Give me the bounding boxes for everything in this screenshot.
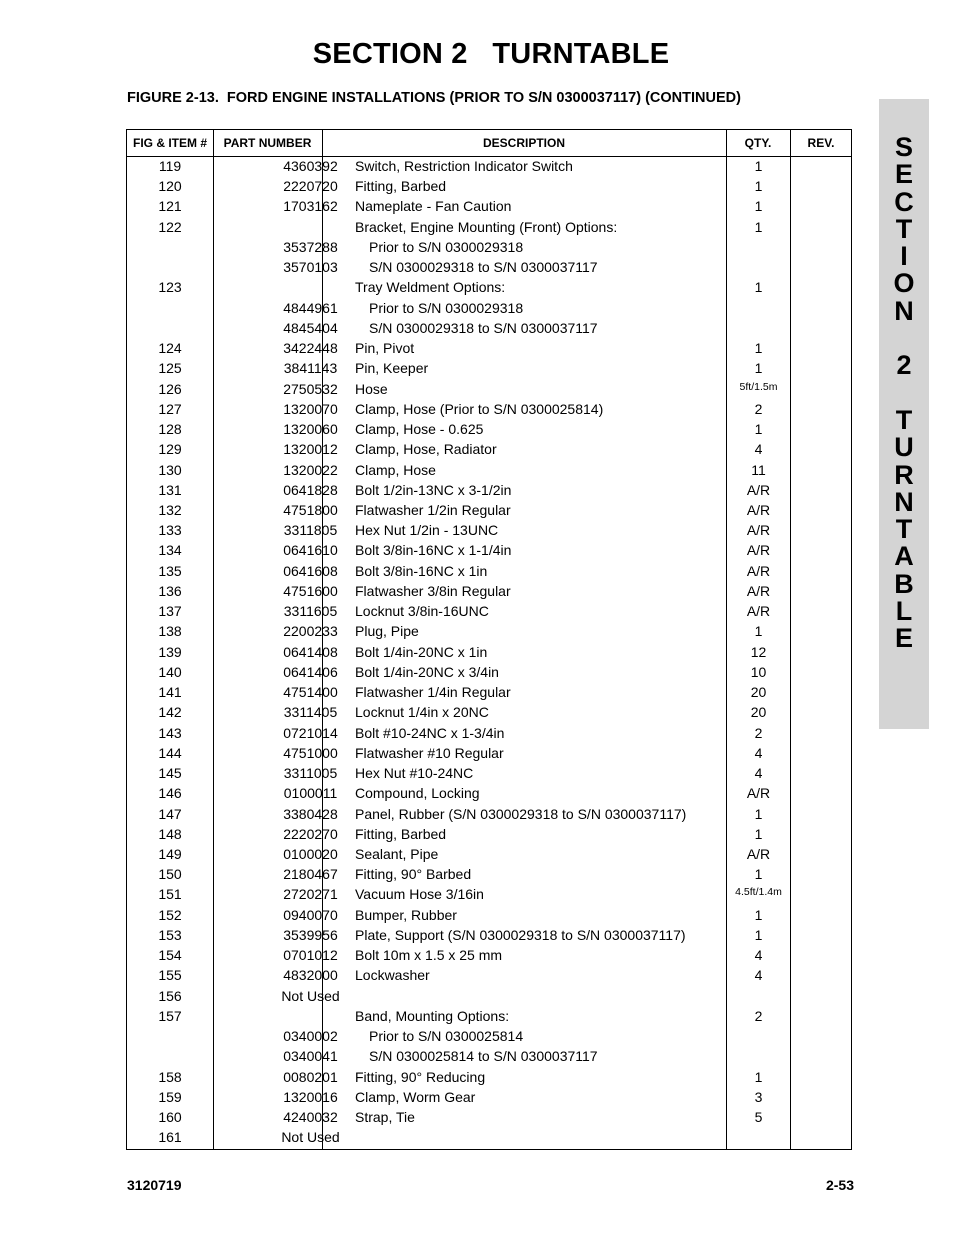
table-row [127, 257, 851, 277]
quantity-cell: 1 [754, 360, 763, 377]
quantity-cell: 12 [750, 643, 767, 660]
part-number-cell: 0701012 [283, 947, 338, 964]
page-number: 2-53 [825, 1177, 854, 1193]
item-number-cell: 148 [158, 825, 182, 842]
table-row [127, 399, 851, 419]
table-row [127, 298, 851, 318]
quantity-cell: 20 [750, 684, 767, 701]
description-cell: Locknut 3/8in-16UNC [355, 603, 489, 620]
part-number-cell: 0641608 [283, 562, 338, 579]
part-number-cell: 0641408 [283, 643, 338, 660]
table-row [127, 196, 851, 216]
quantity-cell: 1 [754, 198, 763, 215]
item-number-cell: 146 [158, 785, 182, 802]
description-cell: Locknut 1/4in x 20NC [355, 704, 489, 721]
quantity-cell: 2 [754, 400, 763, 417]
table-row [127, 662, 851, 682]
quantity-cell: 4.5ft/1.4m [735, 886, 782, 899]
table-row [127, 601, 851, 621]
header-part-number: PART NUMBER [223, 136, 312, 150]
section-title: SECTION 2 TURNTABLE [312, 38, 670, 70]
part-number-cell: 1320022 [283, 461, 338, 478]
item-number-cell: 153 [158, 926, 182, 943]
description-cell: Bolt 3/8in-16NC x 1-1/4in [355, 542, 512, 559]
description-cell: Fitting, Barbed [355, 178, 447, 195]
side-tab-letter: C [894, 186, 914, 217]
description-cell: Fitting, 90° Barbed [355, 866, 472, 883]
table-row [127, 460, 851, 480]
item-number-cell [127, 1026, 213, 1046]
table-row [127, 763, 851, 783]
quantity-cell: 1 [754, 866, 763, 883]
item-number-cell: 154 [158, 947, 182, 964]
header-fig-item: FIG & ITEM # [132, 136, 207, 150]
quantity-cell [727, 986, 790, 1006]
side-tab-letter: N [894, 486, 914, 517]
table-row [127, 804, 851, 824]
description-cell: Clamp, Hose (Prior to S/N 0300025814) [355, 400, 604, 417]
quantity-cell: 1 [754, 218, 763, 235]
quantity-cell: 4 [754, 947, 763, 964]
part-number-cell: 3311405 [283, 704, 338, 721]
description-cell: Flatwasher 1/4in Regular [355, 684, 511, 701]
side-tab-letter: N [894, 295, 914, 326]
part-number-cell: 1320070 [283, 400, 338, 417]
part-number-cell: 3539956 [283, 926, 338, 943]
part-number-cell: 4832000 [283, 967, 338, 984]
quantity-cell: 5ft/1.5m [739, 380, 778, 393]
table-row [127, 500, 851, 520]
description-cell: Vacuum Hose 3/16in [355, 886, 484, 903]
table-row [127, 318, 851, 338]
side-tab-letter: U [894, 432, 914, 463]
description-cell: Flatwasher #10 Regular [355, 744, 504, 761]
description-cell: Band, Mounting Options: [355, 1007, 510, 1024]
part-number-cell: 2200233 [283, 623, 338, 640]
item-number-cell: 149 [158, 845, 182, 862]
item-number-cell: 155 [158, 967, 182, 984]
quantity-cell: A/R [746, 845, 771, 862]
item-number-cell: 159 [158, 1088, 182, 1105]
part-number-cell: 0641828 [283, 481, 338, 498]
table-row [127, 986, 851, 1006]
quantity-cell: A/R [746, 501, 771, 518]
quantity-cell: 1 [754, 1068, 763, 1085]
part-number-cell: 0721014 [283, 724, 338, 741]
quantity-cell [727, 1127, 790, 1147]
quantity-cell: 4 [754, 765, 763, 782]
item-number-cell: 131 [158, 481, 182, 498]
quantity-cell: A/R [746, 582, 771, 599]
description-cell: Prior to S/N 0300025814 [369, 1028, 524, 1045]
side-tab-letter: T [895, 404, 913, 435]
table-row [127, 439, 851, 459]
part-number-cell: 1320060 [283, 421, 338, 438]
quantity-cell: 1 [754, 906, 763, 923]
item-number-cell: 133 [158, 522, 182, 539]
quantity-cell: 3 [754, 1088, 763, 1105]
table-row [127, 358, 851, 378]
parts-table [126, 129, 852, 1150]
table-row [127, 945, 851, 965]
part-number-cell: 1703162 [283, 198, 338, 215]
item-number-cell: 160 [158, 1109, 182, 1126]
quantity-cell [727, 318, 790, 338]
item-number-cell: 138 [158, 623, 182, 640]
part-number-cell: 0100011 [283, 785, 338, 802]
item-number-cell: 124 [158, 340, 182, 357]
item-number-cell: 144 [158, 744, 182, 761]
description-cell: Prior to S/N 0300029318 [369, 238, 524, 255]
table-row [127, 379, 851, 399]
item-number-cell: 122 [158, 218, 182, 235]
table-row [127, 237, 851, 257]
part-number-cell: 3570103 [283, 259, 338, 276]
item-number-cell [127, 298, 213, 318]
part-number-cell: 3841143 [283, 360, 338, 377]
quantity-cell: 11 [751, 461, 766, 478]
quantity-cell: A/R [746, 785, 771, 802]
side-tab-letter: T [895, 213, 913, 244]
table-row [127, 156, 851, 176]
part-number-cell: 0940070 [283, 906, 338, 923]
part-number-cell: Not Used [281, 987, 340, 1004]
description-cell [355, 986, 725, 1006]
item-number-cell: 127 [158, 400, 182, 417]
quantity-cell [727, 257, 790, 277]
description-cell: Clamp, Worm Gear [355, 1088, 476, 1105]
quantity-cell [727, 1046, 790, 1066]
table-row [127, 1087, 851, 1107]
description-cell: Flatwasher 1/2in Regular [355, 501, 511, 518]
table-row [127, 540, 851, 560]
section-side-tab [879, 99, 929, 729]
quantity-cell: 5 [754, 1109, 763, 1126]
part-number-cell: 4751400 [283, 684, 338, 701]
description-cell: Bolt 3/8in-16NC x 1in [355, 562, 488, 579]
part-number-cell: 2220270 [283, 825, 338, 842]
quantity-cell: A/R [746, 481, 771, 498]
quantity-cell: 1 [754, 279, 763, 296]
description-cell: Hose [355, 380, 388, 397]
description-cell: Lockwasher [355, 967, 430, 984]
part-number-cell: 0340041 [283, 1048, 338, 1065]
quantity-cell: 1 [754, 158, 763, 174]
header-rev: REV. [807, 136, 835, 150]
item-number-cell: 125 [158, 360, 182, 377]
quantity-cell [727, 298, 790, 318]
item-number-cell: 140 [158, 663, 182, 680]
header-qty: QTY. [744, 136, 772, 150]
description-cell: Bolt 1/4in-20NC x 3/4in [355, 663, 499, 680]
table-row [127, 277, 851, 297]
item-number-cell [127, 1046, 213, 1066]
quantity-cell: 20 [750, 704, 767, 721]
item-number-cell: 137 [158, 603, 182, 620]
part-number-cell: 4844961 [283, 299, 338, 316]
part-number-cell: Not Used [281, 1129, 340, 1146]
item-number-cell: 142 [158, 704, 182, 721]
table-row [127, 480, 851, 500]
quantity-cell: A/R [746, 562, 771, 579]
description-cell: Flatwasher 3/8in Regular [355, 582, 511, 599]
description-cell: Panel, Rubber (S/N 0300029318 to S/N 0300037117) [355, 805, 687, 822]
table-row [127, 217, 851, 237]
item-number-cell: 128 [158, 421, 182, 438]
item-number-cell: 121 [158, 198, 182, 215]
description-cell: Bracket, Engine Mounting (Front) Options: [355, 218, 618, 235]
quantity-cell: 10 [750, 663, 767, 680]
side-tab-letter: B [894, 568, 914, 599]
part-number-cell: 2180467 [283, 866, 338, 883]
table-row [127, 1046, 851, 1066]
item-number-cell: 141 [158, 684, 182, 701]
side-tab-letter: E [894, 159, 913, 190]
side-tab-letter: S [894, 132, 913, 162]
quantity-cell: 1 [754, 623, 763, 640]
table-row [127, 965, 851, 985]
quantity-cell: 1 [754, 421, 763, 438]
table-row [127, 176, 851, 196]
part-number-cell: 0641610 [283, 542, 338, 559]
table-row [127, 1026, 851, 1046]
item-number-cell: 130 [158, 461, 182, 478]
quantity-cell: 2 [754, 724, 763, 741]
item-number-cell: 120 [158, 178, 182, 195]
item-number-cell: 132 [158, 501, 182, 518]
part-number-cell: 3311605 [283, 603, 338, 620]
description-cell [355, 1127, 725, 1147]
description-cell: Bumper, Rubber [355, 906, 457, 923]
table-row [127, 723, 851, 743]
table-row [127, 581, 851, 601]
table-row [127, 783, 851, 803]
item-number-cell: 143 [158, 724, 182, 741]
quantity-cell: A/R [746, 522, 771, 539]
item-number-cell: 129 [158, 441, 182, 458]
part-number-cell: 4751600 [283, 582, 338, 599]
description-cell: Bolt 10m x 1.5 x 25 mm [355, 947, 503, 964]
description-cell: Clamp, Hose, Radiator [355, 441, 497, 458]
quantity-cell: 2 [754, 1007, 763, 1024]
quantity-cell: 4 [754, 441, 763, 458]
table-row [127, 884, 851, 904]
table-row [127, 743, 851, 763]
part-number-cell: 0080201 [283, 1068, 338, 1085]
quantity-cell: 4 [754, 967, 763, 984]
part-number-cell: 4845404 [283, 319, 338, 336]
quantity-cell: A/R [746, 603, 771, 620]
item-number-cell: 152 [158, 906, 182, 923]
quantity-cell: 1 [754, 178, 763, 195]
description-cell: S/N 0300029318 to S/N 0300037117 [369, 319, 598, 336]
table-row [127, 925, 851, 945]
quantity-cell: 1 [754, 805, 763, 822]
item-number-cell: 136 [158, 582, 182, 599]
description-cell: Tray Weldment Options: [355, 279, 506, 296]
description-cell: Bolt 1/4in-20NC x 1in [355, 643, 488, 660]
description-cell: Plug, Pipe [355, 623, 419, 640]
description-cell: Plate, Support (S/N 0300029318 to S/N 0300037117) [355, 926, 686, 943]
description-cell: Fitting, 90° Reducing [355, 1068, 486, 1085]
part-number-cell: 0641406 [283, 663, 338, 680]
item-number-cell: 147 [158, 805, 182, 822]
part-number-cell: 3422448 [283, 340, 338, 357]
description-cell: Sealant, Pipe [355, 845, 439, 862]
item-number-cell: 157 [158, 1007, 182, 1024]
item-number-cell [127, 257, 213, 277]
side-tab-letter: T [895, 514, 913, 545]
side-tab-letters [879, 134, 929, 653]
quantity-cell [727, 237, 790, 257]
table-row [127, 520, 851, 540]
description-cell: Strap, Tie [355, 1109, 415, 1126]
item-number-cell: 161 [158, 1129, 182, 1146]
quantity-cell: 1 [754, 926, 763, 943]
item-number-cell: 139 [158, 643, 182, 660]
item-number-cell: 135 [158, 562, 182, 579]
description-cell: Bolt #10-24NC x 1-3/4in [355, 724, 505, 741]
description-cell: Hex Nut 1/2in - 13UNC [355, 522, 499, 539]
description-cell: Prior to S/N 0300029318 [369, 299, 524, 316]
side-tab-letter: L [895, 596, 913, 627]
table-row [127, 864, 851, 884]
description-cell: Fitting, Barbed [355, 825, 447, 842]
table-row [127, 1107, 851, 1127]
quantity-cell: 4 [754, 744, 763, 761]
table-row [127, 905, 851, 925]
part-number-cell: 2750532 [283, 380, 338, 397]
description-cell: Switch, Restriction Indicator Switch [355, 158, 573, 174]
table-row [127, 682, 851, 702]
part-number-cell: 3311805 [283, 522, 338, 539]
table-row [127, 824, 851, 844]
item-number-cell: 150 [158, 866, 182, 883]
table-row [127, 1067, 851, 1087]
table-row [127, 844, 851, 864]
document-number: 3120719 [127, 1177, 182, 1193]
description-cell: S/N 0300029318 to S/N 0300037117 [369, 259, 598, 276]
part-number-cell: 2220720 [283, 178, 338, 195]
item-number-cell: 151 [158, 886, 182, 903]
description-cell: Clamp, Hose [355, 461, 436, 478]
item-number-cell: 156 [158, 987, 182, 1004]
side-tab-letter: A [894, 541, 914, 572]
item-number-cell [127, 318, 213, 338]
table-row [127, 642, 851, 662]
item-number-cell: 119 [158, 158, 182, 174]
side-tab-letter: E [894, 623, 913, 654]
table-row [127, 1127, 851, 1147]
figure-title: FIGURE 2-13. FORD ENGINE INSTALLATIONS (PRIOR TO S/N 0300037117) (CONTINUED) [127, 90, 741, 106]
side-tab-letter: R [894, 459, 914, 490]
part-number-cell: 0100020 [283, 845, 338, 862]
description-cell: S/N 0300025814 to S/N 0300037117 [369, 1048, 598, 1065]
part-number-cell: 3311005 [283, 765, 338, 782]
table-row [127, 621, 851, 641]
table-row [127, 1006, 851, 1026]
part-number-cell: 4240032 [283, 1109, 338, 1126]
part-number-cell: 4751000 [283, 744, 338, 761]
quantity-cell: A/R [746, 542, 771, 559]
part-number-cell: 3537288 [283, 238, 338, 255]
description-cell: Clamp, Hose - 0.625 [355, 421, 484, 438]
table-row [127, 419, 851, 439]
item-number-cell: 158 [158, 1068, 182, 1085]
side-tab-letter: I [900, 241, 908, 272]
item-number-cell: 134 [158, 542, 182, 559]
quantity-cell: 1 [754, 340, 763, 357]
part-number-cell: 0340002 [283, 1028, 338, 1045]
part-number-cell: 1320012 [283, 441, 338, 458]
item-number-cell: 123 [158, 279, 182, 296]
table-row [127, 338, 851, 358]
table-row [127, 561, 851, 581]
description-cell: Pin, Keeper [355, 360, 429, 377]
part-number-cell: 3380428 [283, 805, 338, 822]
side-tab-letter: O [893, 268, 915, 299]
header-description: DESCRIPTION [482, 136, 565, 150]
description-cell: Pin, Pivot [355, 340, 415, 357]
quantity-cell [727, 1026, 790, 1046]
part-number-cell: 1320016 [283, 1088, 338, 1105]
part-number-cell: 4751800 [283, 501, 338, 518]
table-row [127, 702, 851, 722]
table-body [127, 156, 851, 1147]
description-cell: Nameplate - Fan Caution [355, 198, 512, 215]
side-tab-letter: 2 [896, 350, 912, 381]
item-number-cell [127, 237, 213, 257]
item-number-cell: 145 [158, 765, 182, 782]
description-cell: Bolt 1/2in-13NC x 3-1/2in [355, 481, 512, 498]
description-cell: Compound, Locking [355, 785, 480, 802]
part-number-cell: 4360392 [283, 158, 338, 174]
description-cell: Hex Nut #10-24NC [355, 765, 474, 782]
part-number-cell: 2720271 [283, 886, 338, 903]
item-number-cell: 126 [158, 380, 182, 397]
quantity-cell: 1 [754, 825, 763, 842]
